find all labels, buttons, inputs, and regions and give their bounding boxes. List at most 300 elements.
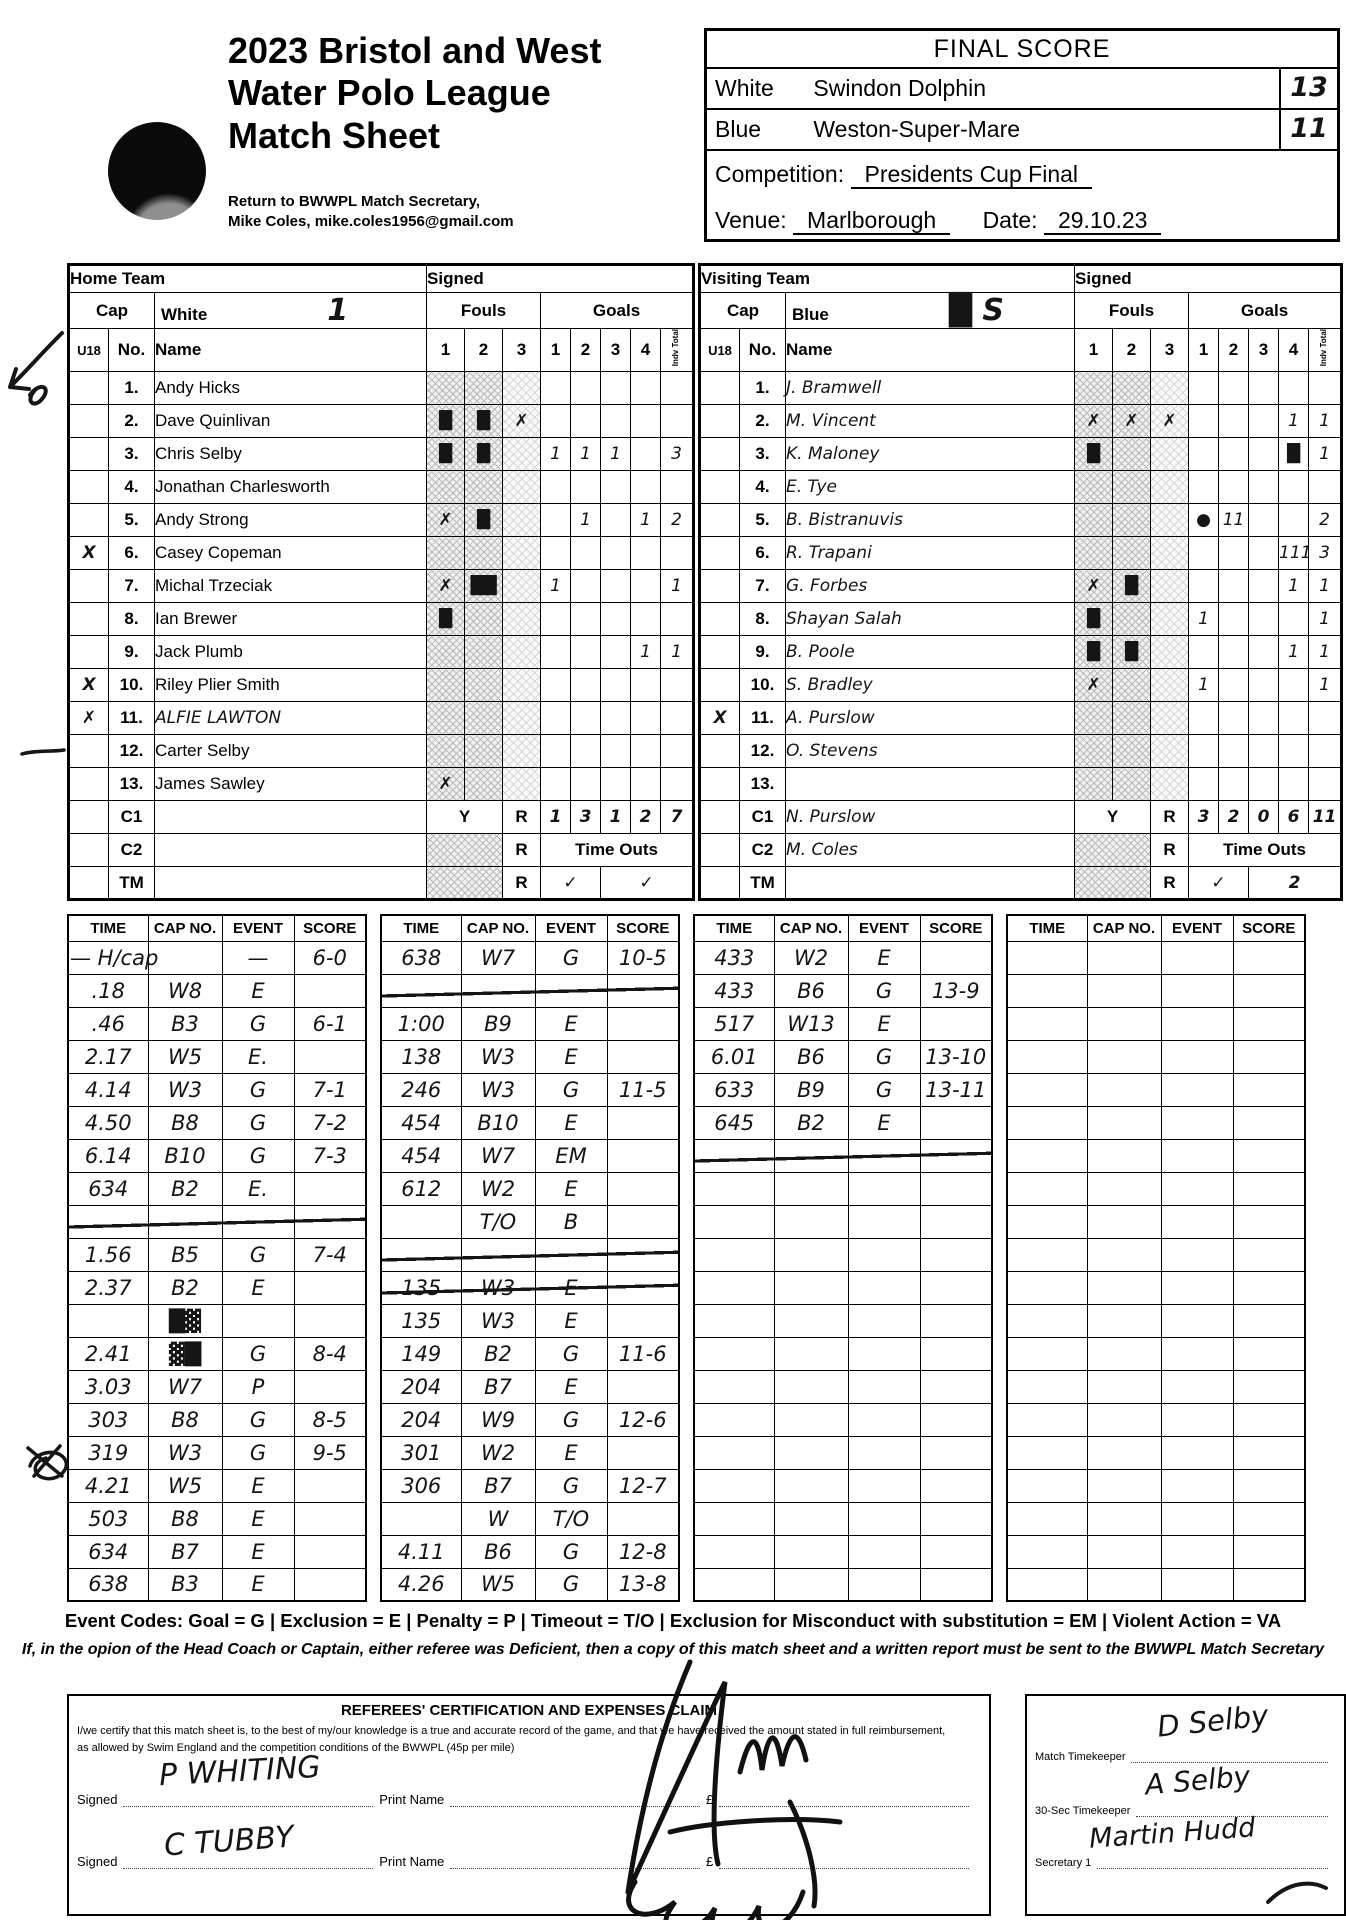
goal-col-header: 2: [571, 329, 601, 372]
cap-number: 10.: [740, 669, 786, 702]
goal-mark: [1249, 603, 1279, 636]
goal-mark: [1249, 735, 1279, 768]
log-event: [1161, 1139, 1233, 1172]
u18-mark: [700, 669, 740, 702]
player-row: [69, 768, 694, 801]
goal-mark: [631, 438, 661, 471]
log-score: [607, 974, 679, 1007]
log-cap-no: W7: [461, 941, 535, 974]
foul-mark: ✗: [503, 405, 541, 438]
log-event: [1161, 1535, 1233, 1568]
goal-col-header: 3: [1249, 329, 1279, 372]
cap-note: 1: [327, 293, 349, 328]
goal-mark: [1189, 636, 1219, 669]
red-card-label: R: [503, 834, 541, 867]
foul-mark: [1113, 537, 1151, 570]
tm-label: TM: [109, 867, 155, 900]
log-score: [920, 1139, 992, 1172]
log-cap-no: B7: [148, 1535, 222, 1568]
log-cap-no: B5: [148, 1238, 222, 1271]
log-score: [607, 1502, 679, 1535]
log-event: [848, 1502, 920, 1535]
goal-col-header: 3: [601, 329, 631, 372]
log-cap-no: [461, 1238, 535, 1271]
log-cap-no: [774, 1535, 848, 1568]
name-header: Name: [155, 329, 427, 372]
log-col-header: EVENT: [535, 915, 607, 941]
goal-mark: 1: [541, 438, 571, 471]
log-score: [920, 1568, 992, 1601]
cap-number: 13.: [109, 768, 155, 801]
log-event: G: [222, 1139, 294, 1172]
log-time: [694, 1436, 774, 1469]
log-event: G: [848, 1073, 920, 1106]
log-event: [848, 1535, 920, 1568]
goal-mark: [1219, 603, 1249, 636]
goal-mark: [541, 735, 571, 768]
log-score: [920, 1106, 992, 1139]
timeouts-label: Time Outs: [541, 834, 694, 867]
log-entry-row: [381, 1205, 679, 1238]
foul-mark: [427, 471, 465, 504]
player-row: [700, 768, 1342, 801]
log-event: [848, 1205, 920, 1238]
log-event: [1161, 1436, 1233, 1469]
goal-mark: [541, 768, 571, 801]
player-name: Andy Strong: [155, 504, 427, 537]
foul-col-header: 1: [427, 329, 465, 372]
log-score: 7-4: [294, 1238, 366, 1271]
foul-mark: [1151, 768, 1189, 801]
goal-mark: [1249, 438, 1279, 471]
u18-mark: [700, 603, 740, 636]
c1-name: [155, 801, 427, 834]
log-event: [1161, 1337, 1233, 1370]
log-entry-row: [694, 941, 992, 974]
player-name: Carter Selby: [155, 735, 427, 768]
log-score: 11-5: [607, 1073, 679, 1106]
log-col-header: TIME: [1007, 915, 1087, 941]
margin-ink-arrow: [0, 325, 70, 415]
log-score: [1233, 1139, 1305, 1172]
log-score: [607, 1205, 679, 1238]
log-event: G: [535, 1073, 607, 1106]
log-score: 6-1: [294, 1007, 366, 1040]
title-line-1: 2023 Bristol and West: [228, 30, 602, 71]
log-cap-no: [1087, 1304, 1161, 1337]
u18-mark: [700, 537, 740, 570]
goal-mark: 1: [631, 504, 661, 537]
u18-mark: [69, 768, 109, 801]
player-row: [69, 669, 694, 702]
foul-mark: [1151, 702, 1189, 735]
timeout-mark: ✓: [541, 867, 601, 900]
cap-number: 2.: [109, 405, 155, 438]
log-cap-no: B6: [774, 1040, 848, 1073]
goal-mark: [1219, 735, 1249, 768]
foul-mark: [465, 702, 503, 735]
player-name: Chris Selby: [155, 438, 427, 471]
log-entry-row: [1007, 1271, 1305, 1304]
c1-row: [69, 801, 694, 834]
foul-mark: [427, 702, 465, 735]
goal-mark: 11: [1219, 504, 1249, 537]
player-name: J. Bramwell: [786, 372, 1075, 405]
tm-row: [700, 867, 1342, 900]
goal-mark: [601, 405, 631, 438]
log-time: 454: [381, 1106, 461, 1139]
log-time: 1.56: [68, 1238, 148, 1271]
home-team-table: [67, 263, 695, 901]
white-score: 13: [1279, 69, 1337, 108]
foul-mark: █: [427, 603, 465, 636]
log-entry-row: [381, 1139, 679, 1172]
log-cap-no: [1087, 1040, 1161, 1073]
player-name: Jonathan Charlesworth: [155, 471, 427, 504]
quarter-score: 1: [541, 801, 571, 834]
goal-mark: [601, 768, 631, 801]
goal-mark: 1: [601, 438, 631, 471]
log-score: [1233, 1370, 1305, 1403]
log-event: E: [535, 1271, 607, 1304]
log-score: [1233, 1304, 1305, 1337]
log-entry-row: [68, 1040, 366, 1073]
red-card-label: R: [1151, 801, 1189, 834]
foul-mark: █: [1075, 636, 1113, 669]
log-cap-no: T/O: [461, 1205, 535, 1238]
foul-mark: [503, 570, 541, 603]
goal-mark: [1249, 537, 1279, 570]
log-time: [1007, 1139, 1087, 1172]
foul-mark: █: [465, 438, 503, 471]
log-score: [1233, 1172, 1305, 1205]
log-time: 2.37: [68, 1271, 148, 1304]
goal-mark: [631, 471, 661, 504]
log-entry-row: [694, 1568, 992, 1601]
log-time: 2.17: [68, 1040, 148, 1073]
log-event: [1161, 1568, 1233, 1601]
foul-mark: [1113, 735, 1151, 768]
log-event: P: [222, 1370, 294, 1403]
log-time: [694, 1172, 774, 1205]
player-name: G. Forbes: [786, 570, 1075, 603]
log-score: [1233, 1271, 1305, 1304]
log-time: [1007, 941, 1087, 974]
log-col-header: EVENT: [222, 915, 294, 941]
foul-mark: ✗: [427, 768, 465, 801]
log-cap-no: [1087, 1073, 1161, 1106]
log-cap-no: B7: [461, 1370, 535, 1403]
log-col-header: TIME: [381, 915, 461, 941]
log-time: 633: [694, 1073, 774, 1106]
goal-col-header: 4: [631, 329, 661, 372]
log-score: [607, 1040, 679, 1073]
player-name: Andy Hicks: [155, 372, 427, 405]
log-score: [294, 1370, 366, 1403]
log-score: 7-1: [294, 1073, 366, 1106]
log-score: [920, 1271, 992, 1304]
cap-number: 8.: [109, 603, 155, 636]
foul-mark: █: [427, 438, 465, 471]
goal-mark: 1: [1189, 669, 1219, 702]
goal-mark: [1189, 702, 1219, 735]
log-entry-row: [694, 1370, 992, 1403]
log-score: [1233, 1535, 1305, 1568]
log-entry-row: [694, 1403, 992, 1436]
log-time: [694, 1304, 774, 1337]
cap-number: 8.: [740, 603, 786, 636]
quarter-score: 2: [631, 801, 661, 834]
log-time: [381, 1205, 461, 1238]
goal-mark: [1189, 471, 1219, 504]
log-entry-row: [1007, 1469, 1305, 1502]
goal-mark: [1189, 537, 1219, 570]
u18-mark: [69, 636, 109, 669]
log-score: 8-4: [294, 1337, 366, 1370]
log-time: 2.41: [68, 1337, 148, 1370]
player-row: [69, 405, 694, 438]
log-cap-no: [1087, 1469, 1161, 1502]
log-cap-no: W3: [461, 1040, 535, 1073]
log-entry-row: [1007, 1370, 1305, 1403]
log-score: [920, 1172, 992, 1205]
foul-mark: [503, 504, 541, 537]
player-row: [700, 504, 1342, 537]
foul-mark: ✗: [427, 570, 465, 603]
log-entry-row: [381, 1337, 679, 1370]
foul-mark: [427, 537, 465, 570]
date-value: 29.10.23: [1044, 207, 1162, 235]
log-entry-row: [381, 1370, 679, 1403]
player-name: [786, 768, 1075, 801]
foul-col-header: 2: [465, 329, 503, 372]
player-row: [700, 537, 1342, 570]
cap-number: 1.: [109, 372, 155, 405]
goal-mark: [571, 702, 601, 735]
log-col-header: TIME: [694, 915, 774, 941]
goal-mark: [601, 537, 631, 570]
indv-total: 3: [661, 438, 694, 471]
foul-mark: ✗: [1075, 405, 1113, 438]
log-entry-row: [1007, 1535, 1305, 1568]
log-score: 12-6: [607, 1403, 679, 1436]
foul-mark: [465, 669, 503, 702]
log-entry-row: [381, 1568, 679, 1601]
log-cap-no: W2: [774, 941, 848, 974]
log-time: [1007, 1304, 1087, 1337]
log-score: 13-10: [920, 1040, 992, 1073]
log-event: [222, 1205, 294, 1238]
log-col-header: CAP NO.: [461, 915, 535, 941]
log-event: [1161, 1007, 1233, 1040]
log-entry-row: [381, 1040, 679, 1073]
quarter-score: 6: [1279, 801, 1309, 834]
final-score-box: [704, 28, 1340, 242]
log-event: [222, 1304, 294, 1337]
goal-mark: [601, 471, 631, 504]
log-score: 7-3: [294, 1139, 366, 1172]
log-entry-row: [381, 1535, 679, 1568]
goal-mark: [1249, 768, 1279, 801]
goal-mark: [1279, 702, 1309, 735]
goal-mark: [1219, 372, 1249, 405]
log-entry-row: [381, 974, 679, 1007]
log-time: 634: [68, 1535, 148, 1568]
log-time: [1007, 1502, 1087, 1535]
goal-mark: [1249, 702, 1279, 735]
log-event: [1161, 974, 1233, 1007]
log-time: [694, 1238, 774, 1271]
log-cap-no: W3: [461, 1073, 535, 1106]
final-score-title: FINAL SCORE: [707, 31, 1337, 69]
foul-mark: [1113, 504, 1151, 537]
foul-mark: [1113, 669, 1151, 702]
log-entry-row: [694, 1106, 992, 1139]
log-score: [920, 1502, 992, 1535]
match-timekeeper-name: D Selby: [1155, 1698, 1270, 1744]
player-name: Ian Brewer: [155, 603, 427, 636]
log-time: [694, 1337, 774, 1370]
foul-mark: [503, 372, 541, 405]
foul-mark: [503, 735, 541, 768]
log-score: [920, 1007, 992, 1040]
secretary1-name: Martin Hudd: [1088, 1812, 1257, 1855]
goal-mark: [601, 735, 631, 768]
quarter-score: 2: [1219, 801, 1249, 834]
log-score: [1233, 1337, 1305, 1370]
log-cap-no: W3: [461, 1304, 535, 1337]
timeout-mark: 2: [1249, 867, 1342, 900]
log-time: 135: [381, 1304, 461, 1337]
color-header: Blue █ S: [786, 293, 1075, 329]
final-score-white-row: [707, 69, 1337, 110]
log-event: G: [222, 1436, 294, 1469]
u18-header: U18: [69, 329, 109, 372]
indv-total: [661, 768, 694, 801]
goal-mark: [1279, 471, 1309, 504]
log-entry-row: [381, 1106, 679, 1139]
log-cap-no: [1087, 1337, 1161, 1370]
log-header-row: [68, 915, 366, 941]
foul-mark: [465, 372, 503, 405]
log-event: E: [222, 1502, 294, 1535]
goal-mark: [571, 603, 601, 636]
log-event: G: [535, 941, 607, 974]
log-cap-no: W5: [148, 1040, 222, 1073]
log-event: [848, 1568, 920, 1601]
log-cap-no: B8: [148, 1106, 222, 1139]
log-cap-no: W9: [461, 1403, 535, 1436]
log-entry-row: [68, 1007, 366, 1040]
goal-mark: [1219, 438, 1249, 471]
u18-mark: [69, 438, 109, 471]
log-cap-no: [1087, 1502, 1161, 1535]
log-entry-row: [1007, 1238, 1305, 1271]
goal-mark: [601, 372, 631, 405]
log-score: [294, 1535, 366, 1568]
log-event: G: [222, 1106, 294, 1139]
indv-total: 2: [661, 504, 694, 537]
log-entry-row: [694, 1073, 992, 1106]
log-entry-row: [68, 1436, 366, 1469]
player-row: [69, 735, 694, 768]
goal-mark: 1: [1189, 603, 1219, 636]
goal-mark: [1249, 669, 1279, 702]
log-col-header: CAP NO.: [1087, 915, 1161, 941]
log-cap-no: [774, 1502, 848, 1535]
log-time: [1007, 1535, 1087, 1568]
log-cap-no: B6: [461, 1535, 535, 1568]
foul-mark: [503, 636, 541, 669]
venue-value: Marlborough: [793, 207, 950, 235]
tm-row: [69, 867, 694, 900]
log-cap-no: [774, 1304, 848, 1337]
log-event: E.: [222, 1172, 294, 1205]
log-time: [694, 1271, 774, 1304]
timeout-mark: ✓: [601, 867, 694, 900]
log-entry-row: [68, 1568, 366, 1601]
log-cap-no: B8: [148, 1403, 222, 1436]
log-entry-row: [381, 1304, 679, 1337]
foul-mark: [1075, 372, 1113, 405]
log-cap-no: B10: [461, 1106, 535, 1139]
log-time: [1007, 1403, 1087, 1436]
goal-mark: [1279, 372, 1309, 405]
log-score: [294, 974, 366, 1007]
u18-mark: [69, 372, 109, 405]
foul-mark: [465, 768, 503, 801]
log-time: [1007, 1040, 1087, 1073]
log-score: [1233, 1238, 1305, 1271]
log-entry-row: [381, 1172, 679, 1205]
deficient-note: If, in the opion of the Head Coach or Captain, either referee was Deficient, then a copy of this match sheet and a written report must be sent to the BWWPL Match Secretary: [21, 1641, 1325, 1658]
player-row: [69, 702, 694, 735]
foul-mark: [1151, 372, 1189, 405]
log-score: [920, 1205, 992, 1238]
log-score: [1233, 1568, 1305, 1601]
log-cap-no: [1087, 1172, 1161, 1205]
cap-number: 3.: [740, 438, 786, 471]
log-time: 204: [381, 1370, 461, 1403]
goal-mark: [1249, 471, 1279, 504]
quarter-score: 3: [571, 801, 601, 834]
competition-row: [707, 151, 1337, 197]
goal-mark: [631, 372, 661, 405]
quarter-score: 0: [1249, 801, 1279, 834]
foul-mark: [1075, 471, 1113, 504]
game-log-table-3: [693, 914, 993, 1602]
date-label: Date:: [982, 207, 1038, 233]
log-score: [607, 1139, 679, 1172]
foul-mark: [503, 537, 541, 570]
foul-mark: [1151, 471, 1189, 504]
log-cap-no: [1087, 941, 1161, 974]
log-entry-row: [68, 1469, 366, 1502]
blue-score: 11: [1279, 110, 1337, 149]
log-time: 319: [68, 1436, 148, 1469]
log-event: G: [535, 1403, 607, 1436]
foul-mark: [1151, 537, 1189, 570]
log-cap-no: [148, 1205, 222, 1238]
log-cap-no: W2: [461, 1172, 535, 1205]
log-event: T/O: [535, 1502, 607, 1535]
goal-mark: [571, 471, 601, 504]
log-cap-no: [774, 1403, 848, 1436]
goal-col-header: 2: [1219, 329, 1249, 372]
log-time: [381, 974, 461, 1007]
log-cap-no: [1087, 1271, 1161, 1304]
game-log-table-1: [67, 914, 367, 1602]
